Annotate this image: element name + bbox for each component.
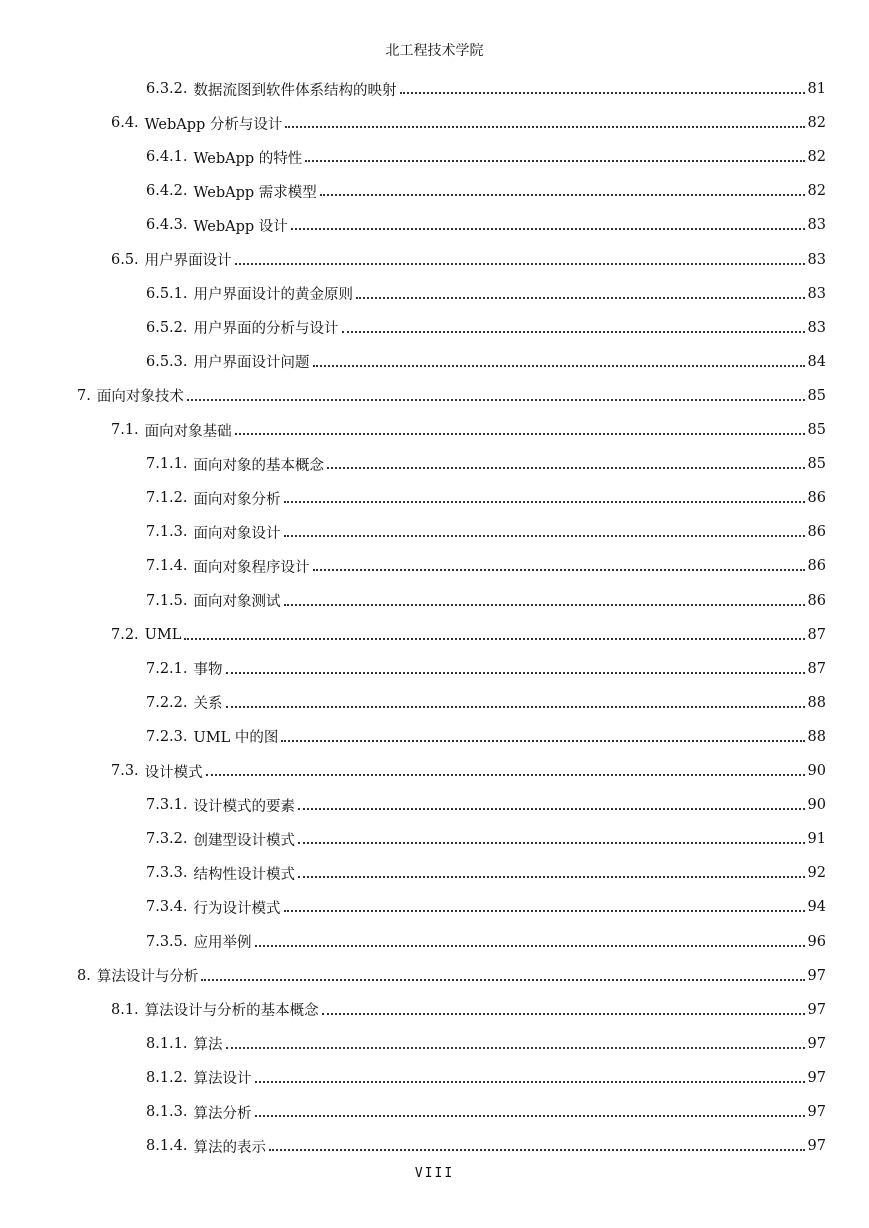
toc-entry-page: 82 [807,115,826,132]
toc-entry[interactable] [146,925,826,959]
toc-entry-page: 97 [807,1035,826,1052]
toc-entry-title: 算法的表示 [193,1139,267,1156]
toc-dot-leader [281,740,804,742]
toc-entry[interactable] [146,720,826,754]
toc-entry-page: 84 [807,353,826,370]
toc-entry-number: 6.4. [111,115,139,132]
toc-entry[interactable] [146,277,826,311]
toc-entry-title: 事物 [193,662,223,679]
toc-entry-title: 面向对象技术 [96,389,184,406]
toc-entry-title: 算法设计与分析的基本概念 [144,1003,319,1020]
toc-entry-number: 7. [77,387,91,404]
toc-dot-leader [255,1081,805,1083]
toc-dot-leader [201,979,804,981]
toc-dot-leader [327,467,805,469]
toc-entry-number: 7.3.5. [146,933,188,950]
toc-entry[interactable] [111,243,826,277]
toc-dot-leader [284,910,805,912]
toc-entry-title: 用户界面的分析与设计 [193,321,339,338]
toc-entry-title: 算法分析 [193,1105,252,1122]
toc-entry-title: WebApp 需求模型 [193,184,317,201]
toc-entry-page: 97 [807,1104,826,1120]
toc-entry[interactable] [146,890,826,924]
toc-entry-number: 7.3.2. [146,831,188,848]
toc-entry-number: 8. [77,967,91,984]
toc-dot-leader [400,92,805,94]
toc-entry-number: 8.1. [111,1001,139,1018]
toc-entry-number: 6.3.2. [146,81,188,97]
toc-entry[interactable] [146,1027,826,1061]
toc-entry-page: 88 [807,694,826,711]
toc-entry-title: 应用举例 [193,935,252,951]
toc-dot-leader [226,1047,805,1049]
toc-entry[interactable] [146,72,826,106]
toc-entry-title: 面向对象分析 [193,491,281,508]
toc-dot-leader [255,945,805,947]
toc-entry-number: 6.4.1. [146,149,188,166]
toc-entry-title: 面向对象基础 [144,423,232,440]
toc-entry-page: 83 [807,251,826,268]
toc-dot-leader [284,501,805,503]
toc-dot-leader [255,1115,805,1117]
toc-entry-number: 7.3.4. [146,899,188,916]
toc-entry-page: 90 [807,763,826,779]
toc-entry-number: 6.5. [111,251,139,268]
toc-entry[interactable] [111,106,826,140]
toc-entry-page: 86 [807,592,826,609]
toc-entry-page: 92 [807,865,826,882]
toc-entry-number: 6.5.1. [146,285,188,302]
toc-entry[interactable] [146,1129,826,1163]
toc-entry[interactable] [146,311,826,345]
toc-dot-leader [284,535,805,537]
toc-dot-leader [313,365,805,367]
toc-entry-number: 7.2.3. [146,728,188,745]
toc-entry-number: 7.1.5. [146,592,188,609]
toc-entry-page: 86 [807,490,826,507]
toc-entry-page: 97 [807,967,826,984]
toc-entry-page: 85 [807,422,826,438]
toc-entry[interactable] [146,515,826,549]
toc-entry[interactable] [146,174,826,208]
toc-entry-number: 7.2.1. [146,660,188,677]
toc-dot-leader [187,399,805,401]
toc-entry-number: 6.5.3. [146,353,188,370]
toc-entry-page: 85 [807,387,826,404]
toc-entry[interactable] [146,345,826,379]
toc-entry[interactable] [146,686,826,720]
toc-entry-page: 97 [807,1001,826,1018]
toc-dot-leader [298,808,805,810]
toc-entry-page: 82 [807,183,826,200]
toc-dot-leader [298,876,805,878]
toc-entry-page: 96 [807,933,826,950]
toc-dot-leader [226,672,805,674]
toc-dot-leader [342,331,805,333]
toc-entry[interactable] [146,140,826,174]
toc-dot-leader [320,194,805,196]
toc-entry-page: 97 [807,1069,826,1086]
toc-entry[interactable] [146,481,826,515]
toc-entry[interactable] [146,447,826,481]
toc-entry-number: 7.1.2. [146,490,188,507]
toc-entry[interactable] [146,1095,826,1129]
toc-entry[interactable] [111,993,826,1027]
toc-dot-leader [269,1149,805,1151]
toc-entry-title: WebApp 的特性 [193,150,303,167]
toc-entry[interactable] [146,1061,826,1095]
toc-dot-leader [313,569,805,571]
toc-entry-page: 85 [807,456,826,473]
toc-entry-number: 7.3.3. [146,865,188,882]
toc-entry-title: UML 中的图 [193,730,279,747]
toc-entry-number: 7.2. [111,626,139,643]
toc-entry-page: 83 [807,319,826,336]
toc-entry-page: 86 [807,558,826,575]
toc-entry-title: 算法设计与分析 [96,969,199,986]
toc-entry-page: 86 [807,524,826,541]
toc-entry[interactable] [146,208,826,242]
toc-entry-number: 7.1. [111,422,139,438]
toc-entry-number: 7.1.4. [146,558,188,575]
toc-entry-number: 8.1.3. [146,1104,188,1120]
toc-entry-title: 用户界面设计问题 [193,355,310,372]
toc-entry[interactable] [146,822,826,856]
toc-entry-title: 数据流图到软件体系结构的映射 [193,82,397,99]
toc-entry[interactable] [146,584,826,618]
toc-dot-leader [322,1013,805,1015]
toc-entry-number: 6.4.2. [146,183,188,200]
toc-dot-leader [235,263,805,265]
toc-entry-page: 91 [807,831,826,848]
toc-dot-leader [291,228,805,230]
toc-dot-leader [184,638,804,640]
toc-entry-number: 7.2.2. [146,694,188,711]
toc-entry-title: 面向对象的基本概念 [193,457,325,474]
toc-entry-number: 7.1.1. [146,456,188,473]
toc-entry-title: WebApp 设计 [193,218,288,235]
toc-entry-title: 关系 [193,696,223,713]
toc-entry-title: 面向对象测试 [193,594,281,610]
page-header: 北工程技术学院 [385,43,484,59]
toc-entry[interactable] [146,856,826,890]
toc-entry-number: 7.3. [111,763,139,779]
toc-entry-page: 90 [807,797,826,814]
toc-entry-title: 面向对象设计 [193,525,281,542]
toc-dot-leader [305,160,804,162]
toc-entry[interactable] [111,754,826,788]
toc-entry-page: 94 [807,899,826,916]
toc-entry-title: 算法设计 [193,1071,252,1088]
toc-entry-number: 8.1.4. [146,1138,188,1155]
toc-entry-title: 算法 [193,1037,223,1054]
toc-entry[interactable] [146,788,826,822]
toc-entry-title: 设计模式的要素 [193,798,296,815]
toc-entry-page: 87 [807,660,826,677]
toc-entry-title: 设计模式 [144,764,203,781]
toc-dot-leader [356,297,805,299]
toc-entry-page: 81 [807,81,826,97]
toc-entry-page: 82 [807,149,826,166]
toc-entry-title: 用户界面设计的黄金原则 [193,287,354,304]
toc-entry[interactable] [111,413,826,447]
toc-entry-page: 87 [807,626,826,643]
toc-entry-page: 83 [807,217,826,234]
toc-entry-title: 结构性设计模式 [193,866,296,883]
toc-entry-page: 83 [807,285,826,302]
toc-entry-number: 8.1.1. [146,1035,188,1052]
toc-entry-title: 创建型设计模式 [193,832,296,849]
toc-entry-number: 8.1.2. [146,1069,188,1086]
page-number: VIII [414,1166,455,1181]
toc-entry-page: 88 [807,728,826,745]
toc-entry-title: 行为设计模式 [193,900,281,917]
toc-entry-number: 6.5.2. [146,319,188,336]
toc-entry[interactable] [77,379,826,413]
toc-entry-number: 7.1.3. [146,524,188,541]
toc-entry[interactable] [146,549,826,583]
toc-entry[interactable] [77,959,826,993]
toc-entry-number: 6.4.3. [146,217,188,234]
toc-dot-leader [235,433,805,435]
toc-dot-leader [285,126,804,128]
toc-entry[interactable] [111,618,826,652]
toc-dot-leader [298,842,805,844]
toc-entry[interactable] [146,652,826,686]
toc-entry-title: UML [144,626,182,643]
toc-entry-number: 7.3.1. [146,797,188,814]
toc-dot-leader [226,706,805,708]
toc-entry-title: 面向对象程序设计 [193,559,310,576]
toc-entry-title: WebApp 分析与设计 [144,116,283,133]
toc-entry-page: 97 [807,1138,826,1155]
toc-dot-leader [284,604,805,606]
toc-entry-title: 用户界面设计 [144,253,232,269]
toc-dot-leader [206,774,805,776]
